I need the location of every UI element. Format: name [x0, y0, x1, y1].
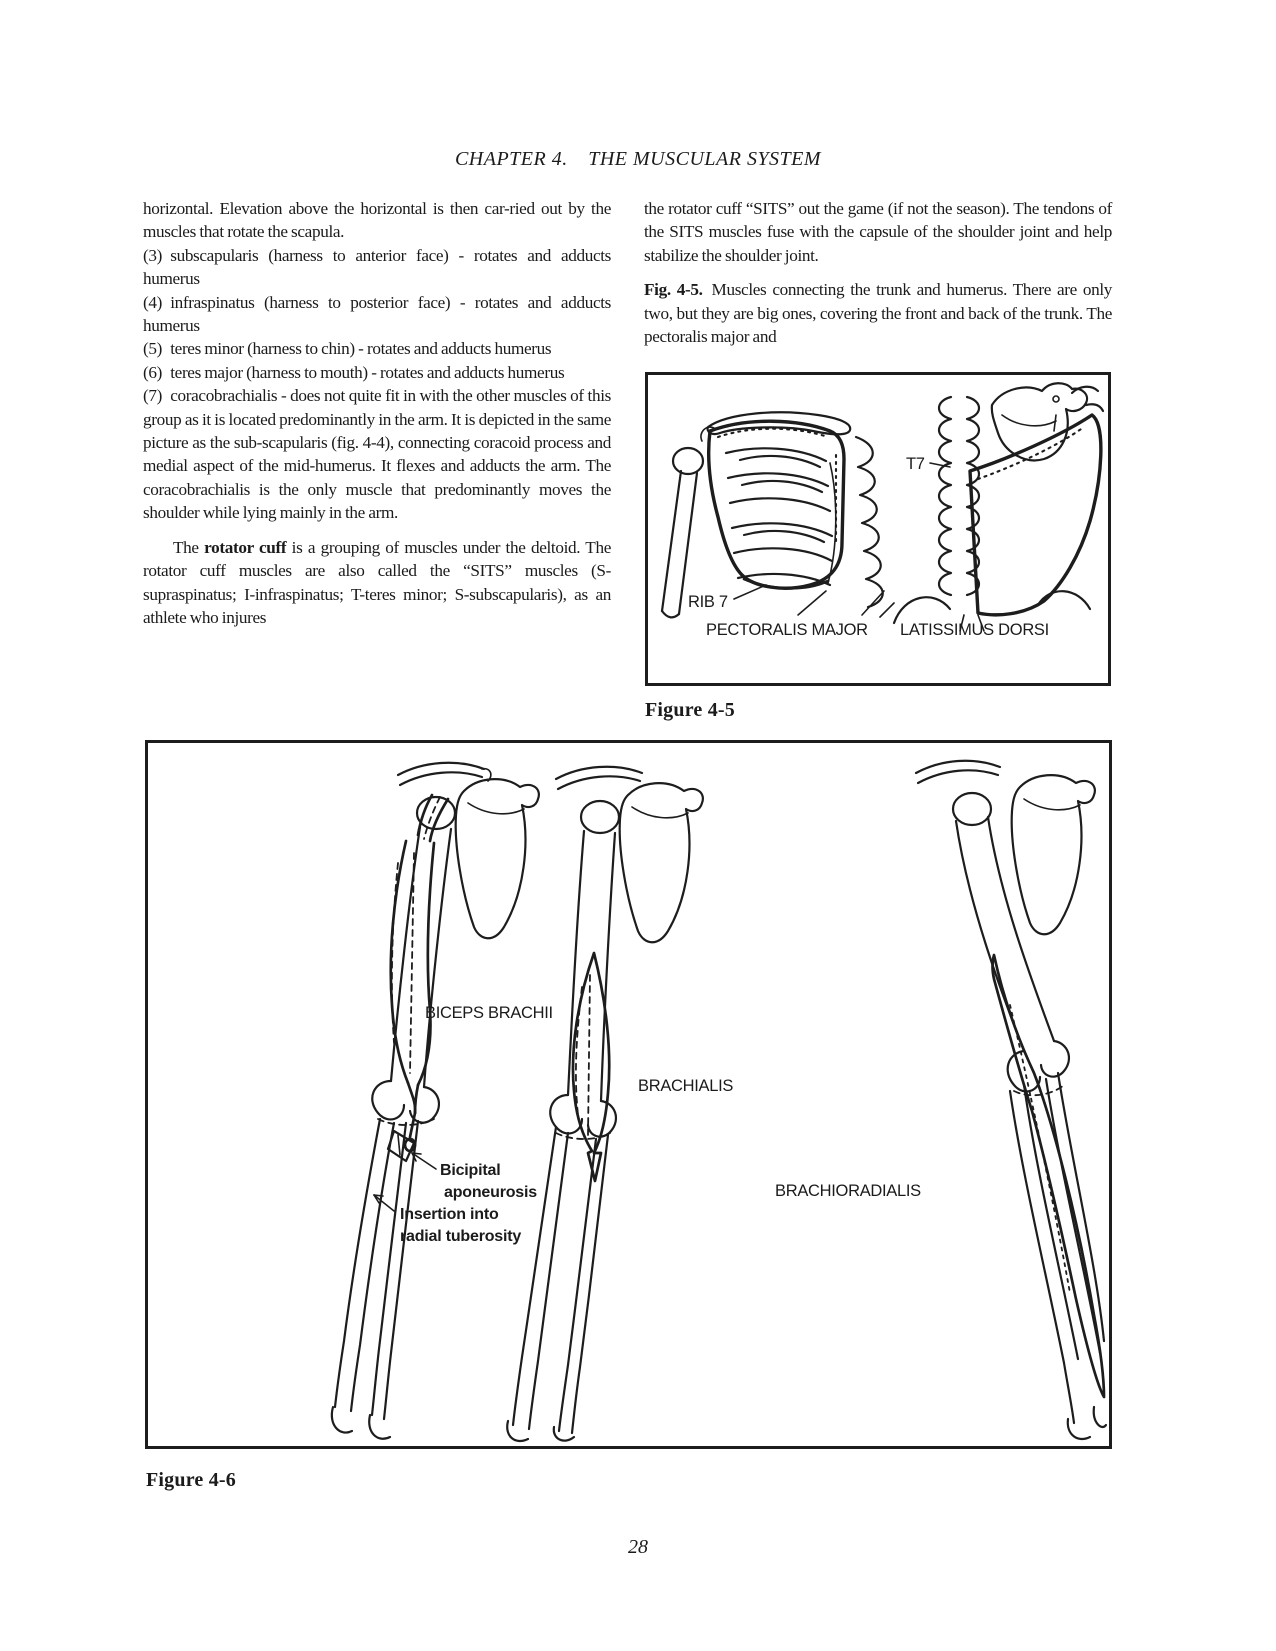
label-brachialis: BRACHIALIS: [638, 1077, 734, 1095]
right-column: [644, 197, 1112, 348]
biceps-brachii-arm-drawing: [332, 763, 553, 1439]
figure-4-5-box: [645, 372, 1111, 686]
latissimus-outline: [970, 415, 1101, 615]
paragraph-sits: the rotator cuff “SITS” out the game (if not the season). The tendons of the SITS muscles fuse with the capsule of the shoulder joint and help stabilize the shoulder joint.: [644, 199, 1112, 265]
paragraph-rotator-cuff: [143, 536, 611, 630]
brachioradialis-arm-drawing: [775, 761, 1106, 1439]
page-number: 28: [628, 1536, 648, 1558]
paragraph-fig45-caption: [644, 278, 1112, 348]
list-item-4: (4) infraspinatus (harness to posterior face) - rotates and adducts humerus: [143, 292, 611, 336]
brachialis-outline: [573, 953, 609, 1181]
figure-4-6-illustration: [148, 743, 1109, 1446]
chapter-title: CHAPTER 4. THE MUSCULAR SYSTEM: [454, 148, 822, 170]
pectoralis-outline: [709, 421, 844, 588]
rotator-cuff-post: is a grouping of muscles under the deltoid. The rotator cuff muscles are also called the “SITS” muscles (S-supraspinatus; I-infraspinatus; T-teres minor; S-subscapularis), as an athlete who injures: [143, 537, 611, 627]
list-item-5: (5) teres minor (harness to chin) - rotates and adducts humerus: [143, 339, 552, 359]
latissimus-dorsi-drawing: [894, 383, 1103, 639]
list-item-7: (7) coracobrachialis - does not quite fit in with the other muscles of this group as it is located predominantly in the arm. It is depicted in the same picture as the sub-scapularis (fig. 4-4), connecting coracoid process and medial aspect of the mid-humerus. It flexes and adducts the arm. The coracobrachialis is the only muscle that predominantly moves the shoulder while lying mainly in the arm.: [143, 386, 611, 523]
rotator-cuff-bold: rotator cuff: [204, 537, 287, 557]
label-pectoralis-major: PECTORALIS MAJOR: [706, 621, 868, 639]
figure-4-6-caption: Figure 4-6: [146, 1469, 236, 1491]
list-item-3: (3) subscapularis (harness to anterior face) - rotates and adducts humerus: [143, 245, 611, 289]
rotator-cuff-pre: The: [173, 537, 205, 557]
label-rib-7: RIB 7: [688, 593, 728, 611]
left-column: [143, 197, 611, 629]
brachialis-arm-drawing: [507, 767, 733, 1441]
brachioradialis-outline: [993, 955, 1105, 1397]
paragraph-intro: horizontal. Elevation above the horizontal is then car-ried out by the muscles that rotate the scapula.: [143, 199, 611, 242]
label-biceps-brachii: BICEPS BRACHII: [425, 1004, 553, 1022]
label-radial-tuberosity: radial tuberosity: [400, 1228, 522, 1245]
figure-4-5-caption: Figure 4-5: [645, 699, 735, 721]
label-bicipital: Bicipital: [440, 1162, 501, 1179]
label-insertion-into: Insertion into: [400, 1206, 499, 1223]
fig45-caption-text: Muscles connecting the trunk and humerus. There are only two, but they are big ones, covering the front and back of the trunk. The pectoralis major and: [644, 280, 1112, 347]
fig45-caption-lead: Fig. 4-5.: [644, 280, 703, 300]
label-t7: T7: [906, 455, 925, 473]
figure-4-5-illustration: [648, 375, 1108, 683]
figure-4-6-box: [145, 740, 1112, 1449]
label-brachioradialis: BRACHIORADIALIS: [775, 1182, 921, 1200]
label-latissimus-dorsi: LATISSIMUS DORSI: [900, 621, 1049, 639]
label-aponeurosis: aponeurosis: [444, 1184, 537, 1201]
pectoralis-major-drawing: [662, 412, 894, 639]
list-item-6: (6) teres major (harness to mouth) - rotates and adducts humerus: [143, 362, 565, 382]
